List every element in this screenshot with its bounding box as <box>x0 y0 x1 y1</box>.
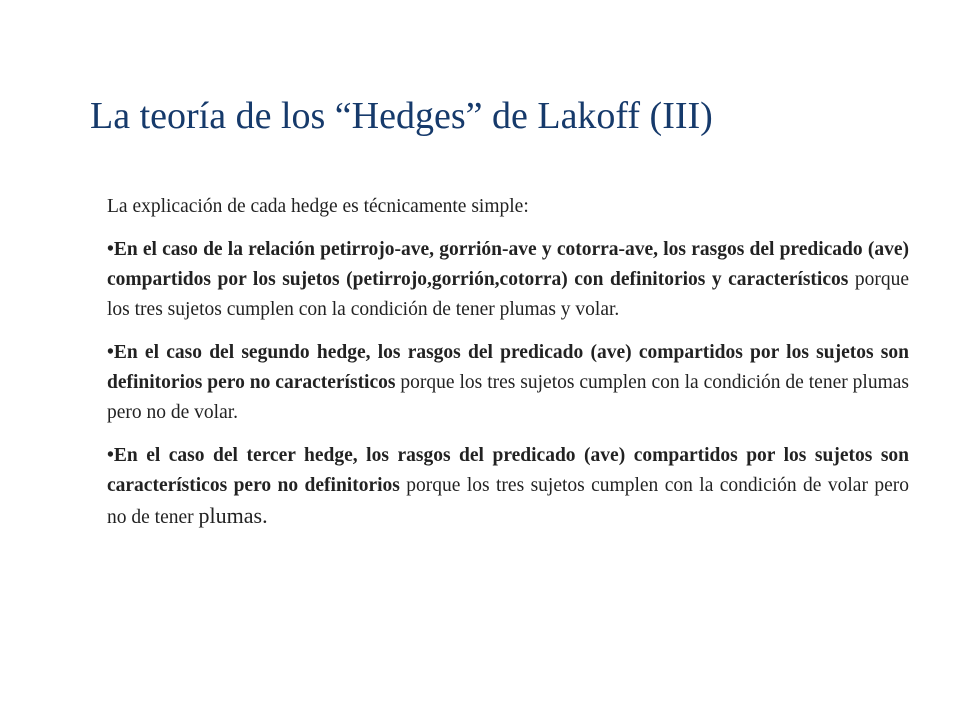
bullet-3-tail-text: plumas. <box>198 503 268 528</box>
bullet-paragraph-3 <box>107 441 909 533</box>
bullet-1-normal-text: porque los tres sujetos cumplen con la condición de tener plumas y volar. <box>107 269 909 320</box>
bullet-3-normal-text: porque los tres sujetos cumplen con la condición de volar pero no de tener <box>107 475 909 528</box>
slide-body <box>107 192 909 546</box>
bullet-3-bold-text: •En el caso del tercer hedge, los rasgos del predicado (ave) compartidos por los sujetos son característicos pero no definitorios <box>107 445 909 496</box>
slide-title: La teoría de los “Hedges” de Lakoff (III) <box>90 95 713 137</box>
bullet-2-bold-text: •En el caso del segundo hedge, los rasgos del predicado (ave) compartidos por los sujetos son definitorios pero no característicos <box>107 342 909 393</box>
bullet-2-normal-text: porque los tres sujetos cumplen con la condición de tener plumas pero no de volar. <box>107 372 909 423</box>
intro-text: La explicación de cada hedge es técnicamente simple: <box>107 196 529 217</box>
bullet-1-bold-text: •En el caso de la relación petirrojo-ave, gorrión-ave y cotorra-ave, los rasgos del predicado (ave) compartidos por los sujetos (petirrojo,gorrión,cotorra) con definitorios y característicos <box>107 239 909 290</box>
bullet-paragraph-2 <box>107 338 909 428</box>
bullet-paragraph-1 <box>107 235 909 325</box>
